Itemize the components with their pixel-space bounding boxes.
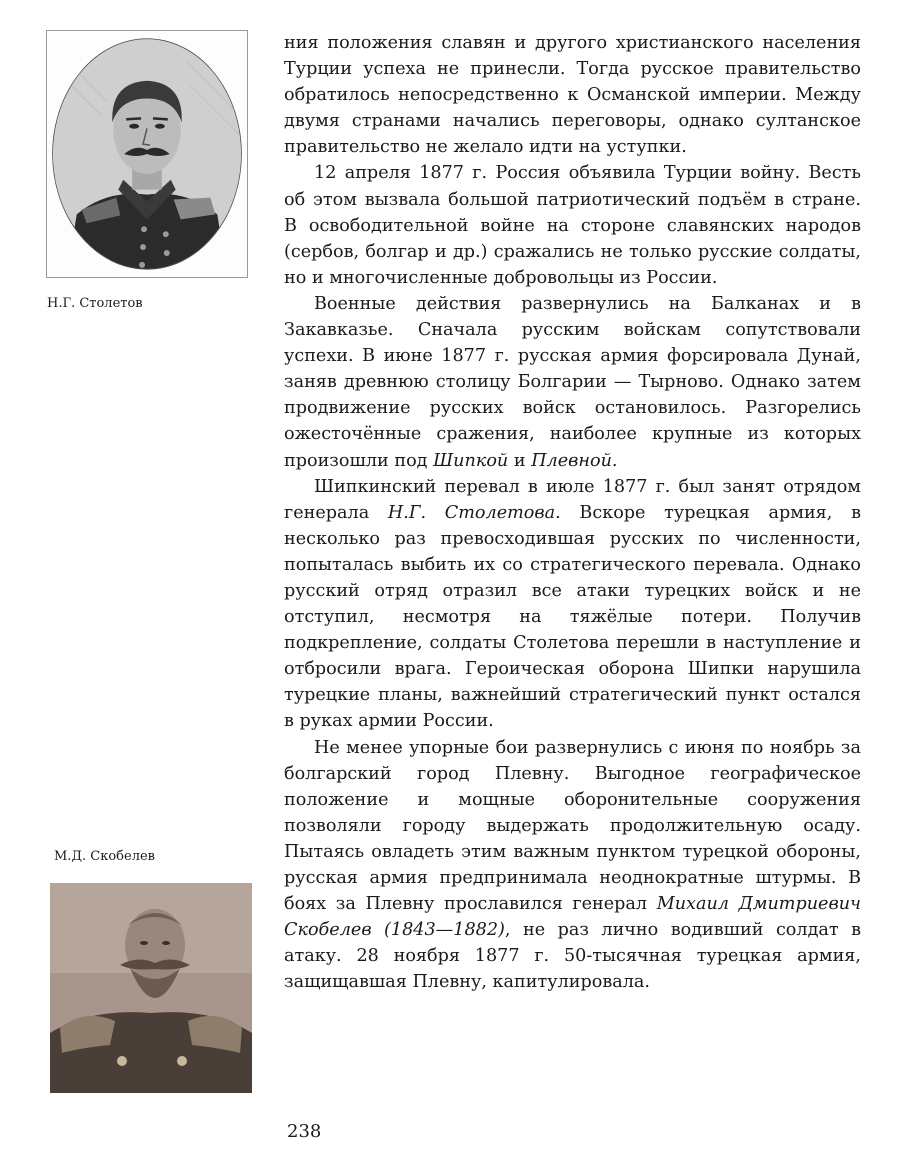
text-run: Шипкинский перевал в июле 1877 г. был занят отрядом генерала bbox=[284, 476, 861, 523]
italic-run: Шипкой bbox=[433, 450, 509, 471]
paragraph bbox=[284, 474, 861, 735]
text-run: и bbox=[508, 450, 532, 471]
text-run: ния положения славян и другого христианского населения Турции успеха не принесли. Тогда русское правительство обратилось непосредственно к Османской империи. Между двумя странами начались переговоры, однако султанское правительство не желало идти на уступки. bbox=[284, 33, 861, 158]
portrait-skobelev bbox=[50, 883, 252, 1093]
italic-run: Н.Г. Столетова bbox=[387, 502, 556, 523]
italic-run: Михаил Дмитриевич Скобелев (1843—1882) bbox=[284, 894, 861, 941]
paragraph bbox=[284, 160, 861, 290]
italic-run: Плевной bbox=[531, 450, 612, 471]
text-run: . bbox=[611, 450, 618, 471]
paragraph bbox=[284, 30, 861, 160]
paragraph bbox=[284, 735, 861, 996]
portrait-caption-stoletov: Н.Г. Столетов bbox=[47, 296, 143, 311]
text-run: . Вскоре турецкая армия, в несколько раз превосходившая русских по численности, попыталась выбить их со стратегического перевала. Однако русский отряд отразил все атаки турецких войск и не отступил, несмотря на тяжёлые потери. Получив подкрепление, солдаты Столетова перешли в наступление и отбросили врага. Героическая оборона Шипки нарушила турецкие планы, важнейший стратегический пункт остался в руках армии России. bbox=[284, 502, 861, 732]
text-run: 12 апреля 1877 г. Россия объявила Турции войну. Весть об этом вызвала большой патриотический подъём в стране. В освободительной войне на стороне славянских народов (сербов, болгар и др.) сражались не только русские солдаты, но и многочисленные добровольцы из России. bbox=[284, 163, 861, 288]
text-run: Военные действия развернулись на Балканах и в Закавказье. Сначала русским войскам сопутствовали успехи. В июне 1877 г. русская армия форсировала Дунай, заняв древнюю столицу Болгарии — Тырново. Однако затем продвижение русских войск остановилось. Разгорелись ожесточённые сражения, наиболее крупные из которых произошли под bbox=[284, 293, 861, 471]
text-run: Не менее упорные бои развернулись с июня по ноябрь за болгарский город Плевну. Выгодное географическое положение и мощные оборонительные сооружения позволяли городу выдержать продолжительную осаду. Пытаясь овладеть этим важным пунктом турецкой обороны, русская армия предпринимала неоднократные штурмы. В боях за Плевну прославился генерал bbox=[284, 737, 861, 915]
body-text bbox=[284, 30, 861, 995]
paragraph bbox=[284, 291, 861, 474]
text-run: , не раз лично водивший солдат в атаку. 28 ноября 1877 г. 50-тысячная турецкая армия, защищавшая Плевну, капитулировала. bbox=[284, 920, 861, 993]
page-number: 238 bbox=[287, 1121, 322, 1142]
portrait-caption-skobelev: М.Д. Скобелев bbox=[54, 849, 155, 864]
portrait-stoletov bbox=[46, 30, 248, 278]
